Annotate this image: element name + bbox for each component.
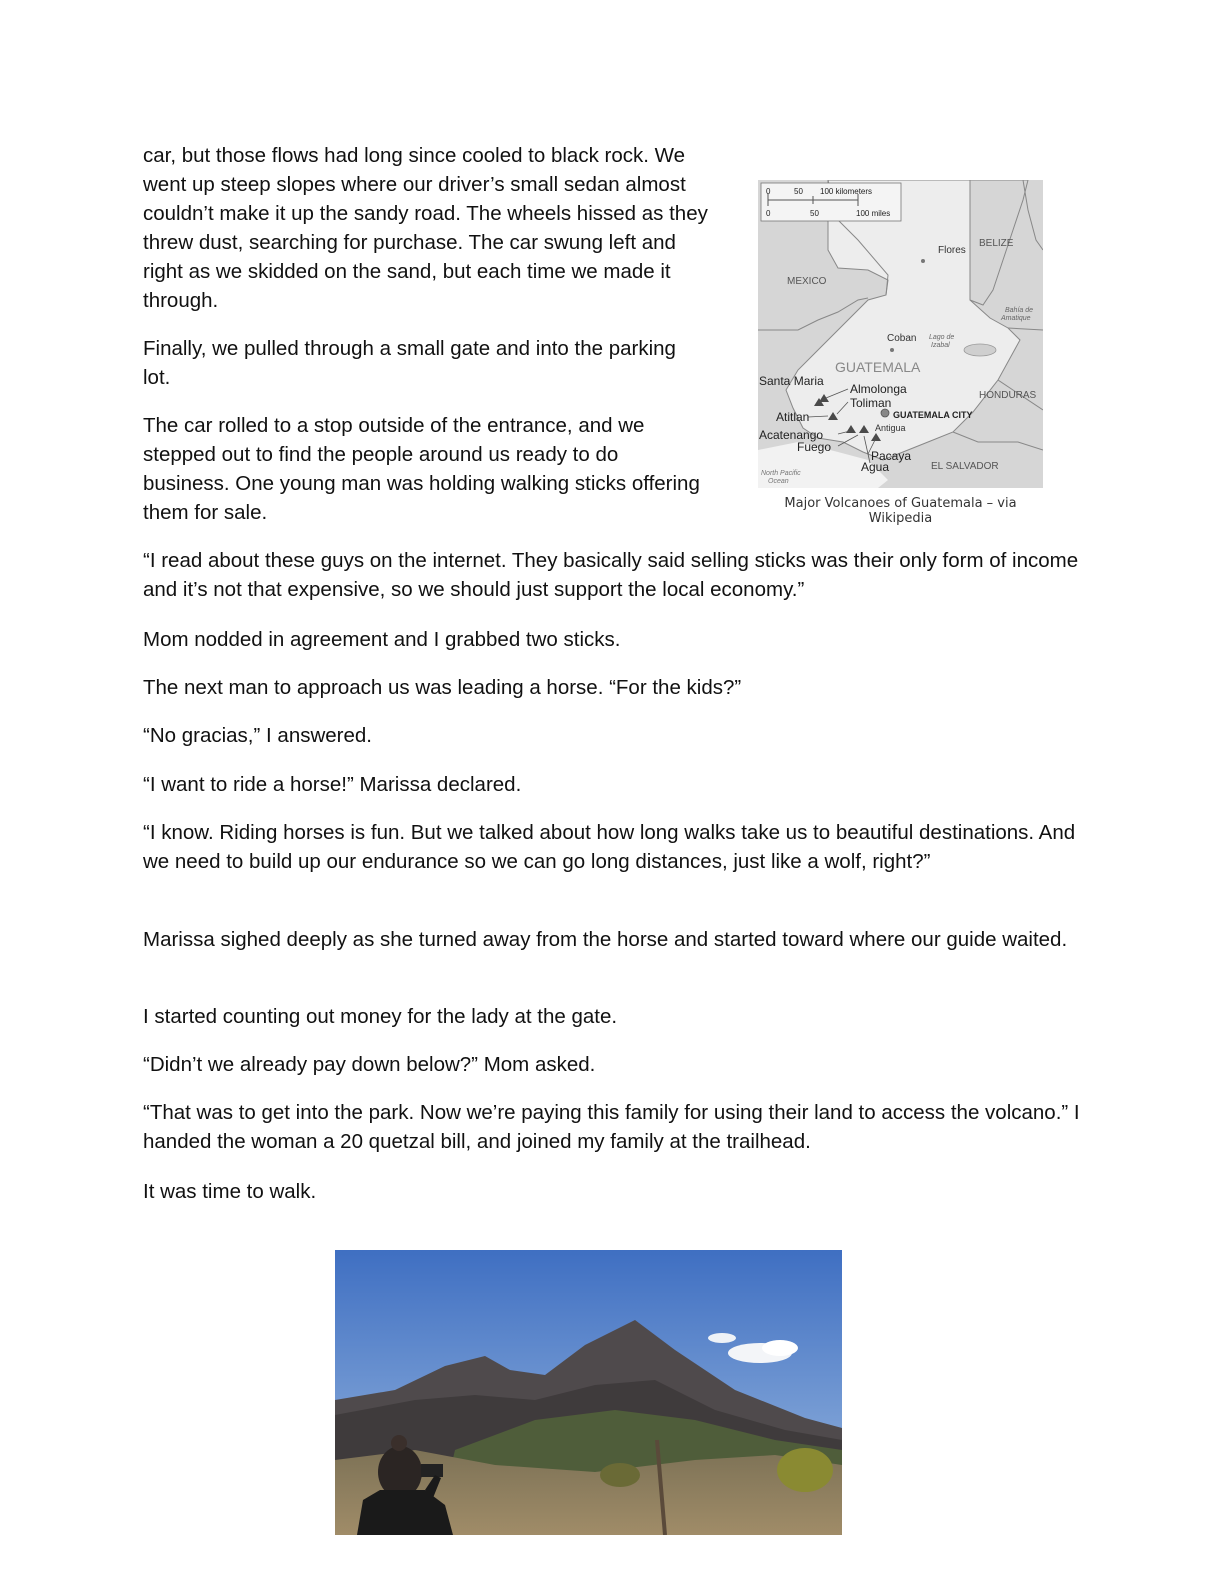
paragraph-time-to-walk: It was time to walk.: [143, 1180, 317, 1203]
scale-mi-100: 100 miles: [856, 209, 891, 218]
paragraph-drive-up: car, but those flows had long since cooled to black rock. We went up steep slopes where our driver’s small sedan almost couldn’t make it up the sandy road. The wheels hissed as they threw dust, searching for purchase. The car swung left and right as we skidded on the sand, but each time we made it through.: [143, 144, 708, 312]
label-el-salvador: EL SALVADOR: [931, 461, 999, 472]
scale-mi-0: 0: [766, 209, 771, 218]
label-mexico: MEXICO: [787, 276, 827, 287]
label-north-pacific: North Pacific: [761, 470, 801, 477]
paragraph-riding-horses: “I know. Riding horses is fun. But we talked about how long walks take us to beautiful destinations. And we need to build up our endurance so we can go long distances, just like a wolf, right?”: [143, 821, 1076, 873]
label-acatenango: Acatenango: [759, 428, 824, 442]
label-bahia: Bahía de: [1005, 307, 1034, 314]
paragraph-marissa-declared: “I want to ride a horse!” Marissa declared.: [143, 773, 522, 796]
label-atitlan: Atitlan: [776, 410, 810, 424]
paragraph-entrance: The car rolled to a stop outside of the entrance, and we stepped out to find the people around us ready to do business. One young man was holding walking sticks offering them for sale.: [143, 414, 700, 524]
paragraph-park-fee: “That was to get into the park. Now we’re paying this family for using their land to access the volcano.” I handed the woman a 20 quetzal bill, and joined my family at the trailhead.: [143, 1101, 1080, 1153]
label-amatique: Amatique: [1001, 315, 1031, 322]
label-pacaya: Pacaya: [871, 449, 912, 463]
label-guatemala: GUATEMALA: [835, 359, 921, 375]
label-flores: Flores: [938, 245, 966, 256]
label-honduras: HONDURAS: [979, 390, 1037, 401]
paragraph-marissa-sighed: Marissa sighed deeply as she turned away from the horse and started toward where our guide waited.: [143, 928, 1068, 951]
volcano-photo: [335, 1250, 842, 1535]
label-izabal: Izabal: [931, 342, 950, 349]
label-lago: Lago de: [929, 334, 955, 341]
label-ocean: Ocean: [768, 478, 789, 485]
paragraph-horse-man: The next man to approach us was leading a horse. “For the kids?”: [143, 676, 742, 699]
paragraph-mom-nodded: Mom nodded in agreement and I grabbed two sticks.: [143, 628, 621, 651]
paragraph-already-pay: “Didn’t we already pay down below?” Mom asked.: [143, 1053, 596, 1076]
guatemala-map: [758, 180, 1043, 488]
volcano-map-figure: [758, 180, 1043, 490]
label-belize: BELIZE: [979, 238, 1014, 249]
scale-km-0: 0: [766, 187, 771, 196]
label-fuego: Fuego: [797, 440, 832, 454]
label-almolonga: Almolonga: [850, 382, 907, 396]
label-antigua: Antigua: [875, 423, 906, 433]
label-guatemala-city: GUATEMALA CITY: [893, 410, 973, 420]
scale-km-100: 100 kilometers: [820, 187, 873, 196]
paragraph-counting-money: I started counting out money for the lady at the gate.: [143, 1005, 618, 1028]
paragraph-sticks: “I read about these guys on the internet. They basically said selling sticks was their only form of income and it’s not that expensive, so we should just support the local economy.”: [143, 549, 1079, 601]
label-agua: Agua: [861, 460, 890, 474]
scale-km-50: 50: [794, 187, 803, 196]
label-toliman: Toliman: [850, 396, 892, 410]
paragraph-no-gracias: “No gracias,” I answered.: [143, 724, 373, 747]
paragraph-parking-lot: Finally, we pulled through a small gate and into the parking lot.: [143, 337, 676, 389]
label-coban: Coban: [887, 333, 917, 344]
map-caption: Major Volcanoes of Guatemala – via Wikipedia: [784, 496, 1017, 526]
label-santa-maria: Santa Maria: [759, 374, 824, 388]
scale-mi-50: 50: [810, 209, 819, 218]
